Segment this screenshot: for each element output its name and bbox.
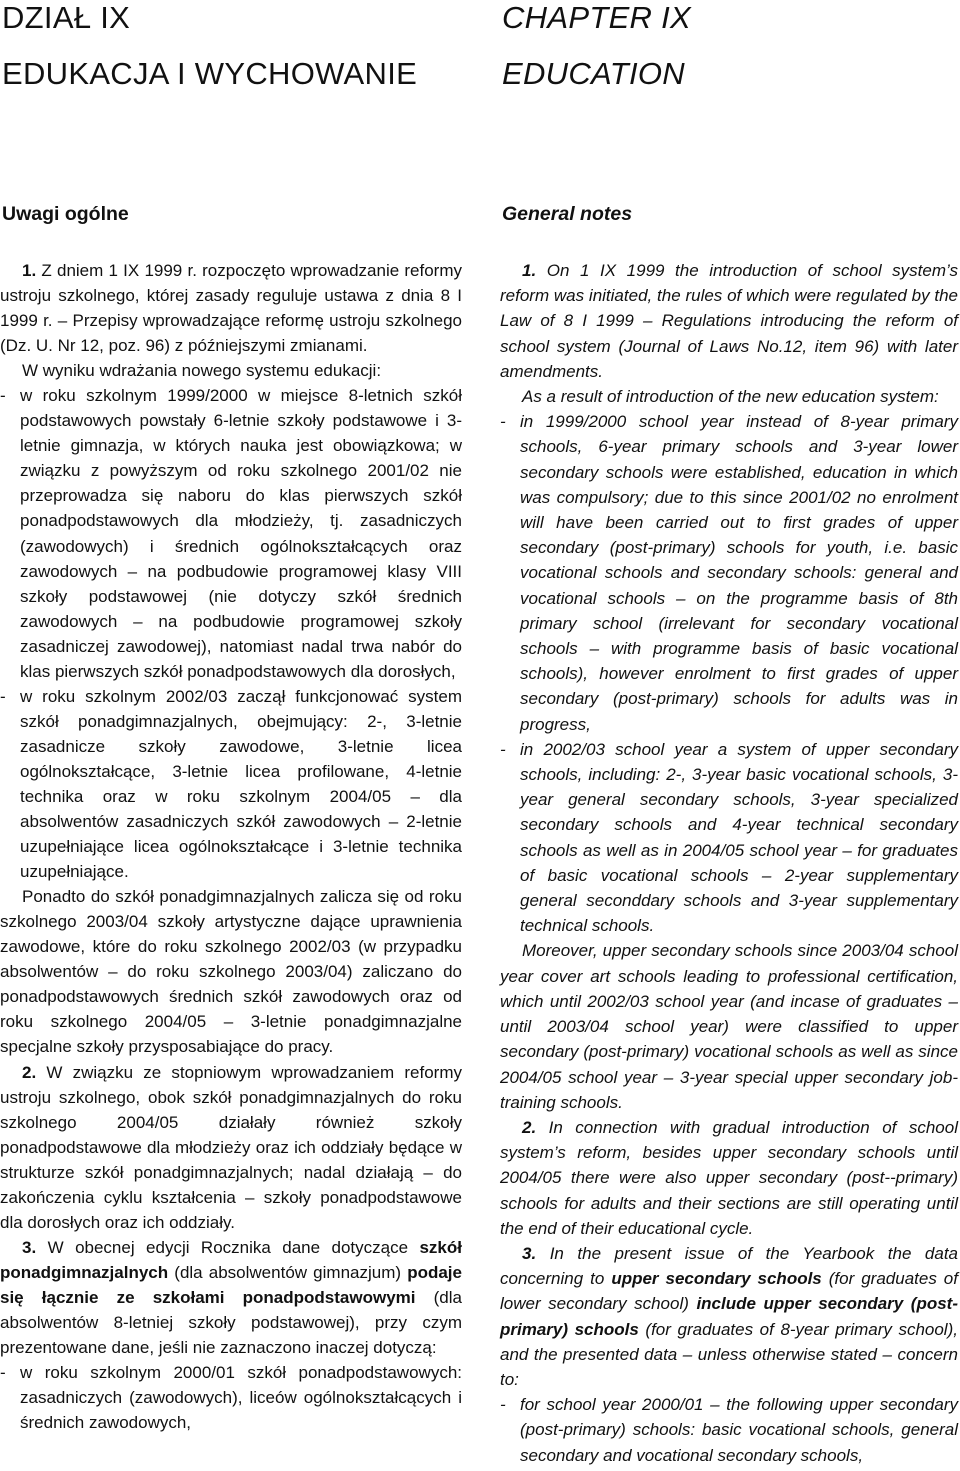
body-text <box>0 258 462 1435</box>
list-item <box>0 383 462 684</box>
paragraph-number: 3. <box>522 1243 537 1263</box>
emphasis-text: szkół ponadgimnazjalnych <box>0 1237 462 1282</box>
list-item <box>0 1360 462 1435</box>
list-item-text: for school year 2000/01 – the following upper secondary (post-primary) schools: basic vocational schools, general secondary and vocational secondary schools, <box>520 1395 958 1465</box>
paragraph-number: 3. <box>22 1237 37 1257</box>
paragraph-1 <box>500 258 958 384</box>
paragraph-number: 1. <box>22 261 37 280</box>
section-label: DZIAŁ IX <box>2 0 131 35</box>
paragraph-2: W wyniku wdrażania nowego systemu edukacji: <box>22 361 382 381</box>
list-item-text: w roku szkolnym 2000/01 szkół ponadpodstawowych: zasadniczych (zawodowych), liceów ogólnokształcących i średnich zawodowych, <box>20 1363 462 1433</box>
paragraph-4 <box>500 1115 958 1241</box>
paragraph-text: On 1 IX 1999 the introduction of school system’s reform was initiated, the rules of which were regulated by the Law of 8 I 1999 – Regulations introducing the reform of school system (Journal of Laws No.12, item 96) with later amendments. <box>500 261 958 381</box>
section-label: CHAPTER IX <box>502 0 692 35</box>
paragraph-text: (dla absolwentów gimnazjum) <box>174 1262 402 1282</box>
dash-marker: - <box>500 739 506 759</box>
paragraph-5 <box>0 1235 462 1360</box>
paragraph-text: In connection with gradual introduction of school system’s reform, besides upper secondary schools until 2004/05 there were also upper secondary (post--primary) schools for adults and their sections are still operating until the end of their educational cycle. <box>500 1117 958 1238</box>
emphasis-text: podaje się łącznie ze szkołami ponadpodstawowymi <box>0 1262 462 1307</box>
dash-marker: - <box>500 1395 506 1415</box>
paragraph-number: 1. <box>522 261 537 280</box>
list-item-text: w roku szkolnym 2002/03 zaczął funkcjonować system szkół ponadgimnazjalnych, obejmujący: 2-, 3-letnie zasadnicze szkoły zawodowe, 3-letnie licea ogólnokształcące, 3-letnie licea profilowane, 4-letnie technika oraz w roku szkolnym 2004/05 – dla absolwentów zasadniczych szkół zawodowych – 2-letnie uzupełniające licea ogólnokształcące i 3-letnie technika uzupełniające. <box>20 686 462 882</box>
subheading: Uwagi ogólne <box>2 203 129 225</box>
paragraph-5 <box>500 1241 958 1392</box>
paragraph-text: (for graduates of 8-year primary school), and the presented data – unless otherwise stated – concern to: <box>500 1319 958 1389</box>
list-item-text: in 1999/2000 school year instead of 8-year primary schools, 6-year primary schools and 3-year lower secondary schools were established, education in which was compulsory; due to this since 2001/02 no enrolment will have been carried out to first grades of upper secondary (post-primary) schools for youth, i.e. basic vocational schools and secondary schools: general and vocational schools – on the programme basis of 8th primary school (irrelevant for secondary vocational schools – with programme basis of basic vocational schools), however enrolment to first grades of upper secondary (post-primary) schools for adults was in progress, <box>520 412 958 734</box>
dash-marker: - <box>500 412 506 432</box>
paragraph-number: 2. <box>522 1117 537 1137</box>
section-title: EDUKACJA I WYCHOWANIE <box>2 56 418 91</box>
list-item-text: in 2002/03 school year a system of upper secondary schools, including: 2-, 3-year basic vocational schools, 3-year general secondary schools, 3-year specialized secondary schools and 4-year technical secondary schools as well as in 2004/05 school year – for graduates of basic vocational schools – 2-year supplementary general seconddary schools and 3-year supplementary technical schools. <box>520 739 958 936</box>
paragraph-3: Ponadto do szkół ponadgimnazjalnych zalicza się od roku szkolnego 2003/04 szkoły artystyczne dające uprawnienia zawodowe, które do roku szkolnego 2002/03 (w przypadku absolwentów – do roku szkolnego 2003/04) zaliczano do ponadpodstawowych średnich szkół zawodowych oraz od roku szkolnego 2004/05 – 3-letnie ponadgimnazjalne specjalne szkoły przysposabiające do pracy. <box>0 887 462 1057</box>
list-item <box>500 409 958 737</box>
paragraph-2: As a result of introduction of the new education system: <box>522 387 939 407</box>
dash-marker: - <box>0 686 6 706</box>
list-item <box>500 1392 958 1468</box>
paragraph-text: W obecnej edycji Rocznika dane dotyczące <box>47 1237 409 1257</box>
section-title: EDUCATION <box>502 56 685 91</box>
paragraph-1 <box>0 258 462 358</box>
paragraph-text: Z dniem 1 IX 1999 r. rozpoczęto wprowadzanie reformy ustroju szkolnego, której zasady reguluje ustawa z dnia 8 I 1999 r. – Przepisy wprowadzające reformę ustroju szkolnego (Dz. U. Nr 12, poz. 96) z późniejszymi zmianami. <box>0 261 462 356</box>
body-text <box>500 258 958 1468</box>
paragraph-text: (dla absolwentów 8-letniej szkoły podstawowej), przy czym prezentowane dane, jeśli nie zaznaczono inaczej dotyczą: <box>0 1287 462 1358</box>
list-item <box>500 737 958 939</box>
subheading: General notes <box>502 203 633 225</box>
list-item <box>0 684 462 884</box>
paragraph-text: W związku ze stopniowym wprowadzaniem reformy ustroju szkolnego, obok szkół ponadgimnazjalnych do roku szkolnego 2004/05 działały również szkoły ponadpodstawowe dla młodzieży oraz ich oddziały będące w strukturze szkół ponadgimnazjalnych; nadal działają – do zakończenia cyklu kształcenia – szkoły ponadpodstawowe dla dorosłych oraz ich oddziały. <box>0 1062 462 1232</box>
emphasis-text: include upper secondary (post-primary) schools <box>500 1294 958 1339</box>
paragraph-3: Moreover, upper secondary schools since 2003/04 school year cover art schools leading to professional certification, which until 2002/03 school year (and incase of graduates – until 2003/04 school year) were classified to upper secondary (post-primary) vocational schools as well as since 2004/05 school year – 3-year special upper secondary job-training schools. <box>500 941 958 1112</box>
paragraph-number: 2. <box>22 1062 37 1082</box>
dash-marker: - <box>0 1363 6 1383</box>
paragraph-4 <box>0 1060 462 1235</box>
list-item-text: w roku szkolnym 1999/2000 w miejsce 8-letnich szkół podstawowych powstały 6-letnie szkoły podstawowe i 3-letnie gimnazja, w których nauka jest obowiązkowa; w związku z powyższym od roku szkolnego 2001/02 nie przeprowadza się naboru do klas pierwszych szkół ponadpodstawowych dla młodzieży, tj. zasadniczych (zawodowych) i średnich ogólnokształcących oraz zawodowych – na podbudowie programowej klasy VIII szkoły podstawowej (nie dotyczy szkół średnich zawodowych – na podbudowie programowej szkoły zasadniczej zawodowej), natomiast nadal trwa nabór do klas pierwszych szkół ponadpodstawowych dla dorosłych, <box>20 386 462 681</box>
paragraph-text: In the present issue of the Yearbook the data concerning to <box>500 1243 958 1289</box>
emphasis-text: upper secondary schools <box>611 1269 822 1289</box>
paragraph-text: (for graduates of lower secondary school) <box>500 1269 958 1314</box>
dash-marker: - <box>0 386 6 406</box>
